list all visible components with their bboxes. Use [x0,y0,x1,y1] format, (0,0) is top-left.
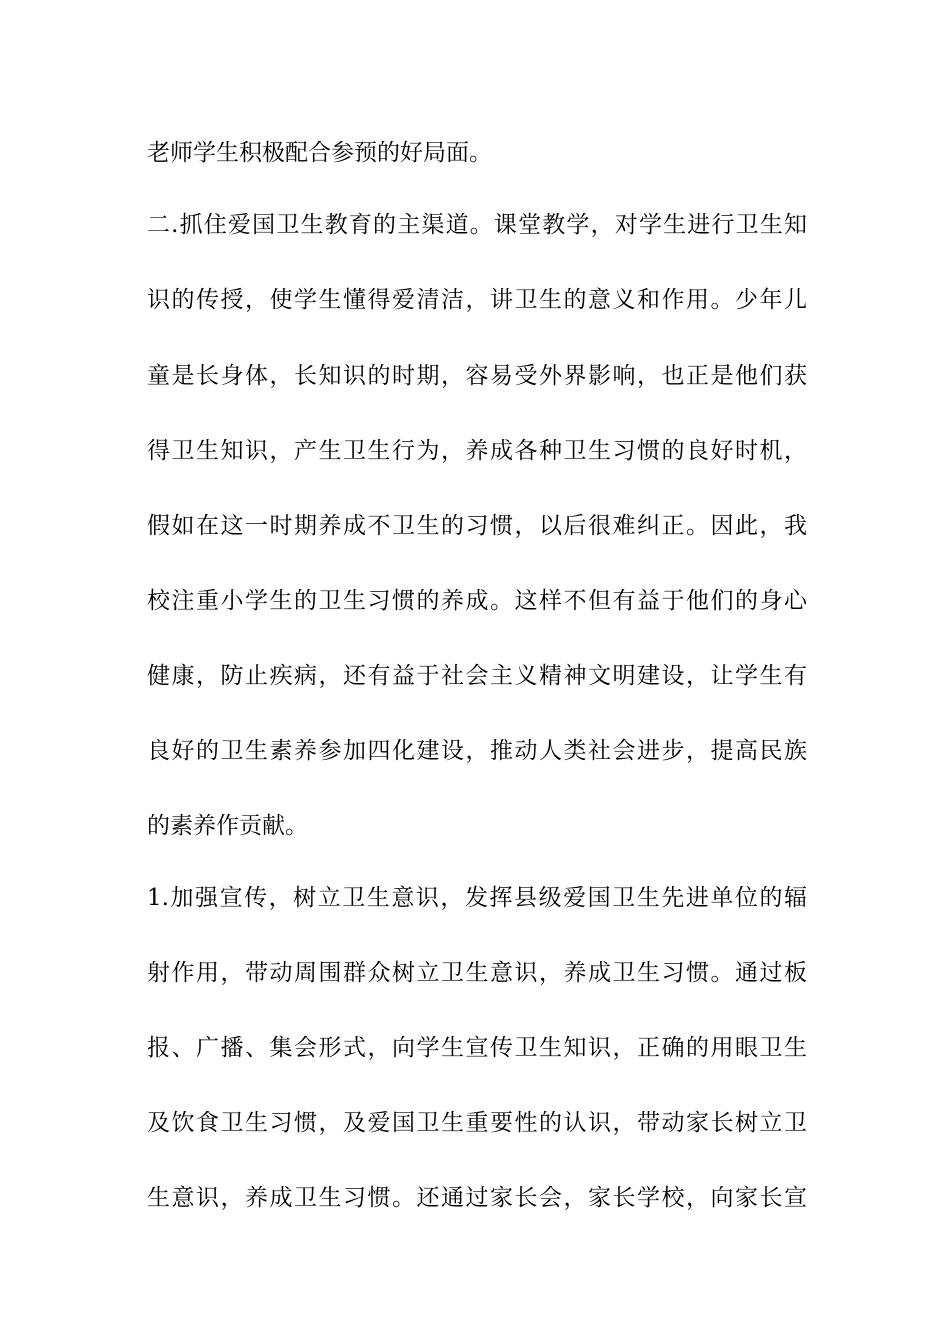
text-line-10: 的素养作贡献。 [147,813,308,839]
text-line-6: 假如在这一时期养成不卫生的习惯，以后很难纠正。因此，我 [147,513,807,539]
text-line-4: 童是长身体，长知识的时期，容易受外界影响，也正是他们获 [147,363,807,389]
text-line-13: 报、广播、集会形式，向学生宣传卫生知识，正确的用眼卫生 [147,1035,807,1061]
text-line-1: 老师学生积极配合参预的好局面。 [147,140,492,166]
text-line-15: 生意识，养成卫生习惯。还通过家长会，家长学校，向家长宣 [147,1185,807,1211]
text-line-12: 射作用，带动周围群众树立卫生意识，养成卫生习惯。通过板 [147,960,807,986]
text-line-3: 识的传授，使学生懂得爱清洁，讲卫生的意义和作用。少年儿 [147,287,807,313]
text-line-9: 良好的卫生素养参加四化建设，推动人类社会进步，提高民族 [147,738,807,764]
text-line-11: 1.加强宣传，树立卫生意识，发挥县级爱国卫生先进单位的辐 [147,885,807,911]
text-line-5: 得卫生知识，产生卫生行为，养成各种卫生习惯的良好时机， [147,438,807,464]
text-line-14: 及饮食卫生习惯，及爱国卫生重要性的认识，带动家长树立卫 [147,1110,807,1136]
text-line-2: 二.抓住爱国卫生教育的主渠道。课堂教学，对学生进行卫生知 [147,212,807,238]
text-line-7: 校注重小学生的卫生习惯的养成。这样不但有益于他们的身心 [147,588,807,614]
text-line-8: 健康，防止疾病，还有益于社会主义精神文明建设，让学生有 [147,663,807,689]
